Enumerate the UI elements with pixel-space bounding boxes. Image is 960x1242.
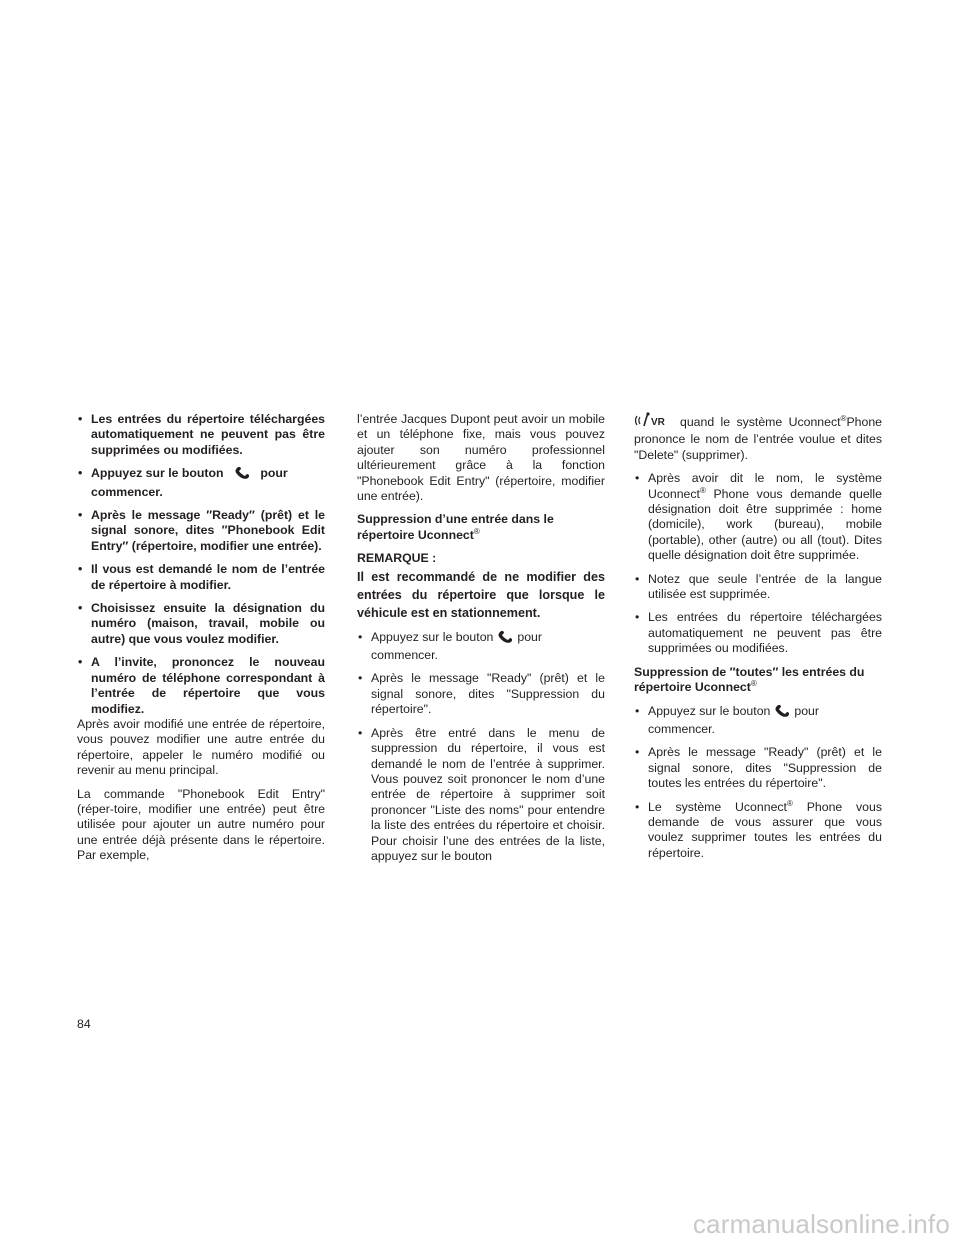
section-heading [357,512,605,543]
registered-mark: ® [750,679,757,689]
voice-recognition-vr-icon [634,412,680,432]
phone-handset-icon [493,630,517,648]
bullet-item [77,466,325,500]
heading-text: Suppression d’une entrée dans le répertoire Uconnect [357,512,554,542]
bullet-text: Appuyez sur le bouton [648,703,771,718]
bullet-text: Après être entré dans le menu de suppression du répertoire, il vous est demandé le nom de l’entrée à supprimer. Vous pouvez soit prononcer le nom d’une entrée de répertoire à supprimer soit prononcer "Liste des noms" pour entendre la liste des entrées du répertoire et choisir. Pour choisir l’une des entrées de la liste, appuyez sur le bouton [371,725,605,863]
registered-mark: ® [699,485,706,495]
column-middle [357,412,605,872]
column-right [634,412,882,869]
bullet-text: A l’invite, prononcez le nouveau numéro de téléphone correspondant à l’entrée de répertoire que vous modifiez. [91,655,325,716]
bullet-text: pour commencer. [648,703,819,736]
bullet-item [634,704,882,738]
paragraph: La commande "Phonebook Edit Entry" (réper-toire, modifier une entrée) peut être utilisée pour ajouter un autre numéro pour une entrée déjà présente dans le répertoire. Par exemple, [77,786,325,863]
bullet-text: Les entrées du répertoire téléchargées automatiquement ne peuvent pas être supprimées ou modifiées. [648,610,882,656]
bullet-text: Il vous est demandé le nom de l’entrée de répertoire à modifier. [91,562,325,592]
bullet-text: Choisissez ensuite la désignation du numéro (maison, travail, mobile ou autre) que vous voulez modifier. [91,601,325,646]
bullet-item [77,562,325,593]
paragraph-text: quand le système Uconnect [680,415,841,429]
heading-text: Suppression de ″toutes″ les entrées du répertoire Uconnect [634,664,865,695]
bullet-item [77,601,325,647]
section-heading [634,665,882,696]
bullet-text: Après le message "Ready" (prêt) et le signal sonore, dites "Suppression de toutes les entrées du répertoire". [648,745,882,791]
note-title: REMARQUE : [357,551,437,566]
paragraph: l’entrée Jacques Dupont peut avoir un mobile et un téléphone fixe, mais vous pouvez ajouter son numéro professionnel ultérieurement grâce à la fonction "Phonebook Edit Entry" (répertoire, modifier une entrée). [357,412,605,504]
registered-mark: ® [473,526,480,536]
bullet-text: pour commencer. [91,466,288,499]
bullet-item [634,572,882,603]
watermark: carmanualsonline.info [692,1209,950,1239]
registered-mark: ® [840,414,847,423]
bullet-item [77,412,325,458]
bullet-item [634,610,882,656]
note-text: Il est recommandé de ne modifier des entrées du répertoire que lorsque le véhicule est en stationnement. [357,569,605,620]
bullet-text: Notez que seule l’entrée de la langue utilisée est supprimée. [648,571,882,602]
bullet-text: Après le message "Ready" (prêt) et le signal sonore, dites "Suppression du répertoire". [371,671,605,717]
bullet-item [634,800,882,862]
bullet-text: Les entrées du répertoire téléchargées automatiquement ne peuvent pas être supprimées ou modifiées. [91,412,325,457]
phone-handset-icon [770,704,794,722]
bullet-text: Phone vous demande de vous assurer que vous voulez supprimer toutes les entrées du répertoire. [648,799,883,860]
vr-label: VR [651,417,665,428]
page-number: 84 [77,1017,91,1031]
column-left [77,412,325,872]
paragraph [634,412,882,463]
bullet-text: Après le message ″Ready″ (prêt) et le signal sonore, dites ″Phonebook Edit Entry″ (répertoire, modifier une entrée). [91,508,325,553]
bullet-text: Appuyez sur le bouton [91,466,224,481]
bullet-text: Après avoir dit le nom, le système Uconnect [648,471,882,501]
phone-handset-icon [227,466,257,484]
bullet-item [357,726,605,865]
bullet-text: pour commencer. [371,629,542,663]
paragraph: Après avoir modifié une entrée de répertoire, vous pouvez modifier une autre entrée du répertoire, appeler le numéro modifié ou revenir au menu principal. [77,716,325,778]
bullet-text: Le système Uconnect [648,799,787,814]
bullet-item [77,655,325,717]
bullet-item [634,745,882,791]
bullet-item [634,471,882,563]
registered-mark: ® [786,798,793,808]
bullet-item [77,508,325,554]
bullet-item [357,671,605,717]
bullet-text: Appuyez sur le bouton [371,629,494,644]
bullet-text: Phone vous demande quelle désignation doit être supprimée : home (domicile), work (bureau), mobile (portable), other (autre) ou all (tout). Dites quelle désignation doit être supprimée. [648,486,882,563]
bullet-item [357,630,605,664]
paragraph-text: Phone prononce le nom de l’entrée voulue et dites "Delete" (supprimer). [634,415,882,462]
